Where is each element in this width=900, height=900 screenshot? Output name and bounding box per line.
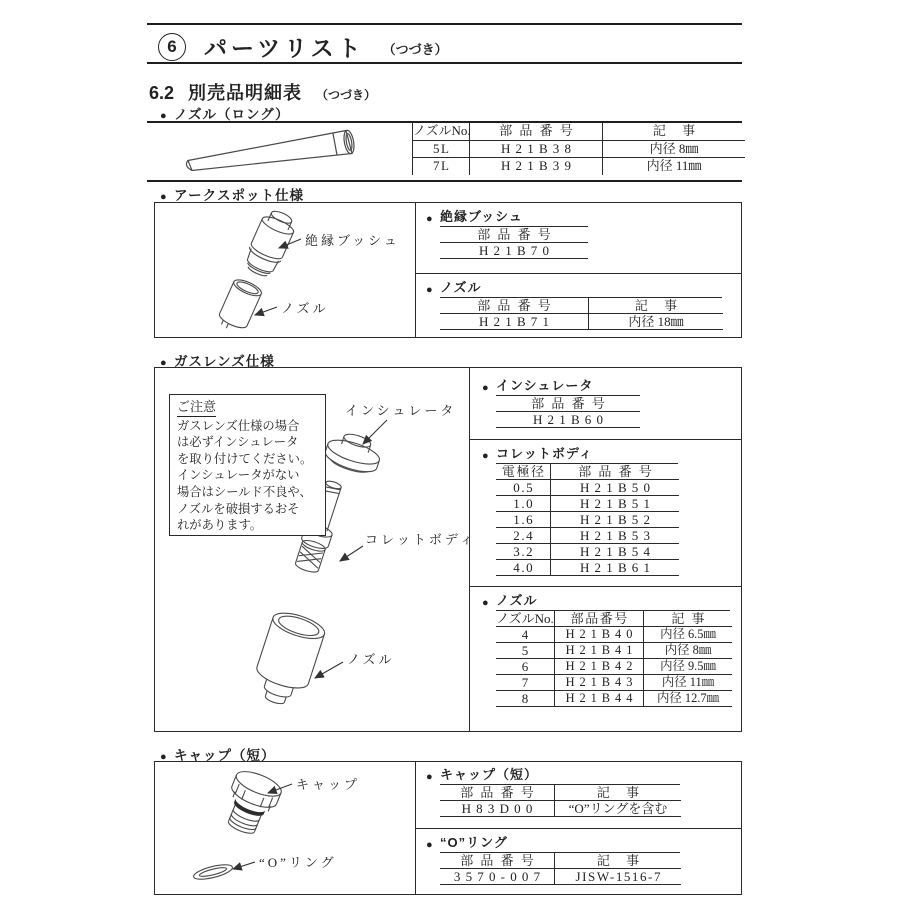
table-row [496,496,679,512]
arc-spot-tables-panel [416,203,741,337]
notice-title: ご注意 [177,399,216,417]
notice-line: 場合はシールド不良や、 [177,484,312,499]
col-header: 電極径 [496,464,551,480]
subsection-number: 6.2 [149,83,175,103]
bullet-icon [426,211,440,227]
collet-body-subtable [482,446,678,576]
subtable-title: “O”リング [440,835,680,853]
header-rule-bottom [147,62,742,64]
col-header: 記事 [555,853,682,869]
subtable-title: 絶縁ブッシュ [440,209,588,227]
nozzle-no-cell: 4 [496,627,555,643]
part-number-cell: H21B51 [551,496,680,512]
callout-collet-body: コレットボディ [365,532,476,547]
subtable-title: ノズル [440,280,722,298]
cap-subtable [426,767,680,817]
remark-cell: 内径 8㎜ [603,140,746,158]
callout-insulating-bush: 絶縁ブッシュ [305,233,400,248]
table-row [440,314,723,330]
table-header-row [496,396,640,412]
table-row [413,158,746,175]
panel-separator [416,828,741,829]
col-header: 部品番号 [440,785,555,801]
remark-cell: 内径 8㎜ [644,643,733,659]
nozzle-no-cell: 7L [413,158,470,175]
remark-cell: 内径 18㎜ [589,314,724,330]
part-number-cell: H21B61 [551,560,680,576]
table-row [496,560,679,576]
nozzle-long-label: ●ノズル（ロング） [160,103,290,123]
part-number-cell: H21B50 [551,480,680,496]
table-row [496,675,732,691]
subsection-continued: （つづき） [316,88,377,102]
notice-line: ガスレンズ仕様の場合 [177,418,300,433]
page-title-continued: （つづき） [382,42,448,57]
notice-line: は必ずインシュレータ [177,435,299,450]
gas-lens-label: ●ガスレンズ仕様 [160,350,275,370]
cap-drawing [155,762,415,891]
col-header: 部品番号 [470,123,603,140]
bullet-icon [482,448,496,464]
col-header: 部品番号 [555,611,644,627]
table-row [496,512,679,528]
col-header: 記事 [603,123,746,140]
callout-insulator: インシュレータ [345,403,457,418]
nozzle-no-cell: 7 [496,675,555,691]
table-row [496,627,732,643]
table-header-row [440,227,588,243]
remark-cell: 内径 6.5㎜ [644,627,733,643]
part-number-cell: H83D00 [440,801,555,817]
insulating-bush-subtable [426,209,588,259]
table-header-row [496,611,732,627]
table-header-row [440,785,681,801]
part-number-cell: H21B40 [555,627,644,643]
remark-cell: 内径 12.7㎜ [644,691,733,707]
col-header: ノズルNo. [496,611,554,626]
col-header: 部品番号 [440,298,589,314]
part-number-cell: H21B39 [470,158,603,175]
section-number-badge: 6 [158,33,186,61]
table-row [496,544,679,560]
callout-nozzle: ノズル [281,301,329,316]
panel-separator [470,586,741,587]
arc-spot-box [154,202,742,338]
table-row [440,243,588,259]
bullet-icon [426,769,440,785]
header-rule-top [147,23,742,25]
nozzle-long-table [412,123,745,175]
subtable-title: キャップ（短） [440,767,680,785]
subsection-title: 別売品明細表 [188,83,303,103]
callout-o-ring: “O”リング [259,855,337,870]
arc-spot-label: ●アークスポット仕様 [160,184,304,204]
part-number-cell: H21B60 [496,412,640,428]
remark-cell: 内径 11㎜ [644,675,733,691]
o-ring-subtable [426,835,680,885]
panel-separator [470,439,741,440]
panel-separator [416,273,741,274]
table-header-row [440,853,681,869]
nozzle-no-cell: 5 [496,643,555,659]
bullet-icon [482,380,496,396]
remark-cell: 内径 9.5㎜ [644,659,733,675]
table-row [496,412,640,428]
gas-lens-tables-panel [470,368,741,731]
bullet-icon [426,837,440,853]
col-header: 部品番号 [440,227,588,243]
electrode-dia-cell: 1.6 [496,512,551,528]
subsection-heading [149,79,376,105]
callout-cap: キャップ [296,777,361,792]
subtable-title: インシュレータ [496,378,640,396]
electrode-dia-cell: 0.5 [496,480,551,496]
table-row [413,140,746,158]
table-row [496,643,732,659]
gas-nozzle-subtable [482,593,730,707]
remark-cell: “O”リングを含む [555,801,682,817]
page-header [158,30,448,63]
part-number-cell: 3570-007 [440,869,555,885]
col-header: 記事 [644,611,733,627]
part-number-cell: H21B71 [440,314,589,330]
part-number-cell: H21B42 [555,659,644,675]
table-header-row [440,298,723,314]
part-number-cell: H21B43 [555,675,644,691]
col-header: 部品番号 [440,853,555,869]
notice-line: インシュレータがない [177,468,300,483]
table-row [440,869,681,885]
nozzle-no-cell: 6 [496,659,555,675]
subtable-title: コレットボディ [496,446,678,464]
bullet-icon [426,282,440,298]
bullet-icon [482,595,496,611]
part-number-cell: H21B54 [551,544,680,560]
remark-cell: 内径 11㎜ [646,158,702,174]
electrode-dia-cell: 3.2 [496,544,551,560]
part-number-cell: H21B53 [551,528,680,544]
table-header-row [413,123,746,140]
table-row [496,659,732,675]
page-title: パーツリスト [204,35,365,61]
insulator-subtable [482,378,640,428]
col-header: 記事 [555,785,682,801]
part-number-cell: H21B52 [551,512,680,528]
table-row [496,480,679,496]
table-row [440,801,681,817]
arc-nozzle-subtable [426,280,722,330]
table-header-row [496,464,679,480]
part-number-cell: H21B70 [440,243,588,259]
table-row [496,528,679,544]
notice-line: ノズルを破損するおそ [177,501,300,516]
subtable-title: ノズル [496,593,730,611]
electrode-dia-cell: 4.0 [496,560,551,576]
nozzle-long-drawing [165,124,405,177]
part-number-cell: H21B38 [470,140,603,158]
nozzle-no-cell: 5L [413,140,470,158]
table-row [496,691,732,707]
electrode-dia-cell: 2.4 [496,528,551,544]
col-header: 部品番号 [496,396,640,412]
part-number-cell: H21B44 [555,691,644,707]
cap-tables-panel [416,762,741,894]
cap-label: ●キャップ（短） [160,744,276,764]
nozzle-no-cell: 8 [496,691,555,707]
notice-line: れがあります。 [177,518,263,533]
col-header: 部品番号 [551,464,680,480]
notice-box [169,394,326,536]
col-header: 記事 [589,298,724,314]
cap-box [154,761,742,895]
col-header: ノズルNo. [413,123,471,139]
gas-lens-box [154,367,742,732]
callout-nozzle: ノズル [347,652,395,667]
remark-cell: JISW-1516-7 [555,869,682,885]
electrode-dia-cell: 1.0 [496,496,551,512]
part-number-cell: H21B41 [555,643,644,659]
notice-line: を取り付けてください。 [177,451,313,466]
nozzle-long-band [147,121,742,182]
